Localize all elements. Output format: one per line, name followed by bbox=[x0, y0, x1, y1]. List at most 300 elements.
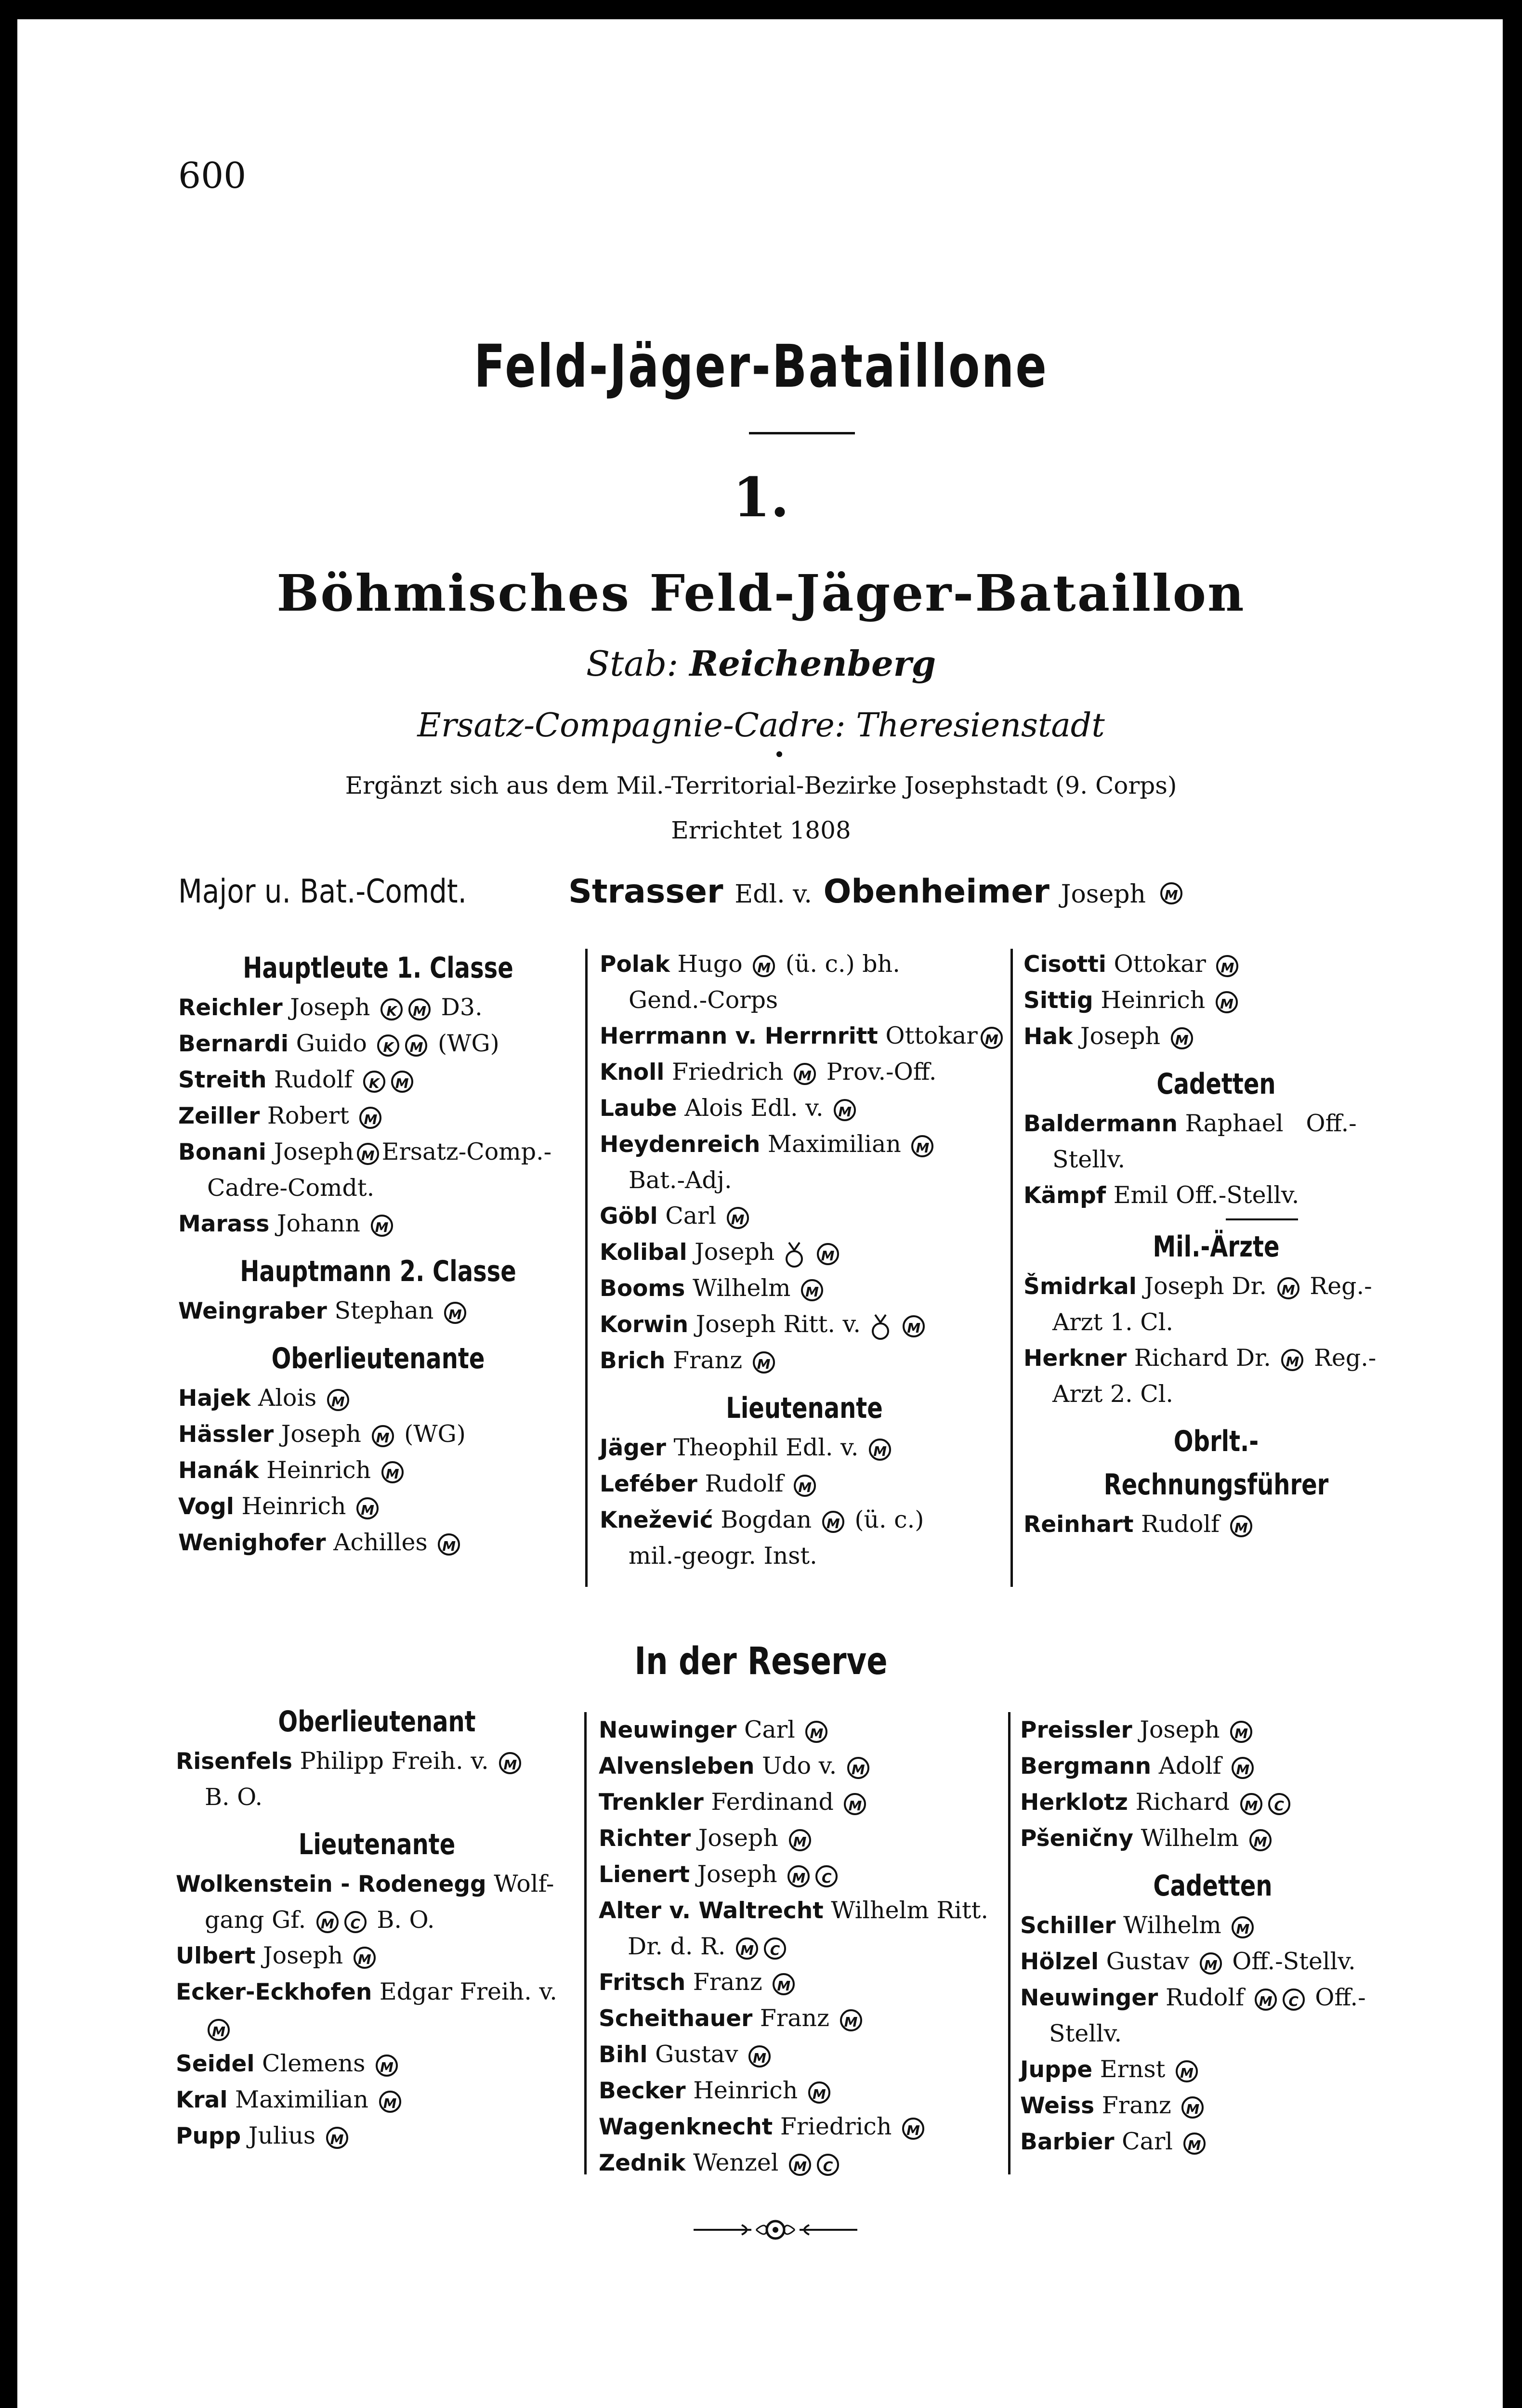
name-text: Joseph bbox=[697, 1860, 777, 1888]
name-text: Achilles bbox=[333, 1529, 428, 1556]
name-text: Richard bbox=[1135, 1788, 1230, 1816]
col2 bbox=[600, 946, 1009, 1574]
name-text: Maximilian bbox=[235, 2086, 368, 2113]
m-badge-icon: M bbox=[372, 1425, 394, 1447]
major-row bbox=[178, 873, 1178, 911]
name-text: Ernst bbox=[1100, 2055, 1166, 2083]
surname: Knoll bbox=[600, 1059, 665, 1086]
surname: Cisotti bbox=[1023, 951, 1106, 978]
surname: Korwin bbox=[600, 1311, 689, 1338]
name-text: Joseph bbox=[698, 1824, 778, 1852]
list-item bbox=[599, 1964, 1008, 2001]
surname: Hässler bbox=[178, 1421, 274, 1448]
m-badge-icon: M bbox=[327, 1389, 349, 1411]
m-badge-icon: M bbox=[1240, 1793, 1262, 1815]
name-text: Alois Edl. v. bbox=[684, 1094, 824, 1122]
major-name2: Obenheimer bbox=[823, 873, 1050, 911]
name-text: Off.-Stellv. bbox=[1232, 1948, 1356, 1975]
m-badge-icon: M bbox=[834, 1099, 856, 1121]
m-badge-icon: M bbox=[438, 1533, 460, 1556]
major-given: Joseph bbox=[1061, 880, 1146, 909]
reserve-title: In der Reserve bbox=[634, 1640, 888, 1683]
m-badge-icon: M bbox=[844, 1793, 866, 1815]
m-badge-icon: M bbox=[801, 1279, 823, 1301]
name-text: Raphael bbox=[1185, 1110, 1284, 1137]
m-badge-icon: M bbox=[787, 1865, 810, 1887]
name-text: Wilhelm bbox=[692, 1274, 791, 1302]
m-badge-icon: M bbox=[748, 2045, 771, 2068]
surname: Barbier bbox=[1020, 2129, 1115, 2155]
section-numeral: 1. bbox=[733, 466, 789, 529]
k-badge-icon: K bbox=[363, 1071, 385, 1093]
m-badge-icon: M bbox=[773, 1973, 795, 1995]
surname: Preissler bbox=[1020, 1717, 1132, 1743]
list-item bbox=[1023, 982, 1409, 1019]
column-divider bbox=[584, 1712, 587, 2174]
surname: Booms bbox=[600, 1275, 685, 1302]
surname: Hajek bbox=[178, 1385, 251, 1412]
list-item bbox=[176, 2046, 578, 2082]
list-item bbox=[1020, 2124, 1405, 2160]
major-surname: Strasser bbox=[568, 873, 723, 911]
m-badge-icon: M bbox=[840, 2009, 862, 2031]
list-item bbox=[1023, 1019, 1409, 1055]
list-item-cont: mil.-geogr. Inst. bbox=[629, 1542, 817, 1570]
c-badge-icon: C bbox=[1283, 1989, 1305, 2011]
surname: Šmidrkal bbox=[1023, 1273, 1137, 1300]
name-text: D3. bbox=[441, 994, 483, 1021]
m-badge-icon: M bbox=[316, 1911, 339, 1933]
m-badge-icon: M bbox=[1160, 882, 1182, 904]
heading: Obrlt.-Rechnungsführer bbox=[1103, 1425, 1329, 1502]
name-text: B. O. bbox=[377, 1906, 435, 1934]
surname: Ecker-Eckhofen bbox=[176, 1979, 372, 2005]
list-item bbox=[176, 1938, 578, 1974]
surname: Jäger bbox=[600, 1435, 666, 1461]
stab-label: Stab: bbox=[586, 643, 679, 684]
m-badge-icon: M bbox=[405, 1034, 427, 1057]
list-item-cont: Bat.-Adj. bbox=[629, 1166, 732, 1194]
m-badge-icon: M bbox=[847, 1757, 869, 1779]
m-badge-icon: M bbox=[808, 2081, 830, 2104]
name-text: Udo v. bbox=[761, 1752, 837, 1780]
m-badge-icon: M bbox=[869, 1439, 891, 1461]
name-text: Ersatz-Comp.- bbox=[381, 1138, 552, 1165]
name-text: Rudolf bbox=[274, 1066, 353, 1093]
name-text: Wilhelm Ritt. bbox=[831, 1897, 988, 1924]
surname: Hölzel bbox=[1020, 1949, 1099, 1975]
name-text: Maximilian bbox=[767, 1130, 901, 1158]
stab-line bbox=[0, 643, 1522, 684]
list-item bbox=[178, 1525, 578, 1561]
list-item bbox=[176, 1743, 578, 1780]
surname: Laube bbox=[600, 1095, 677, 1122]
list-item bbox=[1023, 946, 1409, 982]
medal-icon bbox=[868, 1312, 892, 1341]
c-badge-icon: C bbox=[764, 1937, 786, 1960]
name-text: Ottokar bbox=[1114, 950, 1206, 978]
m-badge-icon: M bbox=[326, 2127, 348, 2149]
col1 bbox=[178, 946, 578, 1561]
m-badge-icon: M bbox=[1249, 1829, 1272, 1851]
list-item bbox=[599, 2145, 1008, 2181]
surname: Polak bbox=[600, 951, 670, 978]
name-text: (ü. c.) bh. bbox=[785, 950, 900, 978]
name-text: Philipp Freih. v. bbox=[300, 1747, 489, 1775]
surname: Juppe bbox=[1020, 2056, 1093, 2083]
surname: Alvensleben bbox=[599, 1753, 755, 1780]
surname: Wolkenstein - Rodenegg bbox=[176, 1871, 486, 1898]
surname: Weiss bbox=[1020, 2093, 1095, 2119]
name-text: Emil bbox=[1113, 1181, 1168, 1209]
name-text: Rudolf bbox=[1165, 1984, 1245, 2011]
page-number: 600 bbox=[178, 155, 247, 196]
surname: Bonani bbox=[178, 1139, 266, 1165]
surname: Marass bbox=[178, 1211, 270, 1237]
surname: Knežević bbox=[600, 1507, 713, 1533]
list-item bbox=[600, 1307, 1009, 1343]
c-badge-icon: C bbox=[344, 1911, 367, 1933]
name-text: gang Gf. bbox=[205, 1906, 306, 1934]
name-text: Robert bbox=[267, 1102, 349, 1129]
list-item bbox=[1020, 1980, 1405, 2016]
surname: Alter v. Waltrecht bbox=[599, 1898, 824, 1924]
page-title: Feld-Jäger-Bataillone bbox=[473, 332, 1049, 401]
surname: Leféber bbox=[600, 1471, 697, 1497]
surname: Hanák bbox=[178, 1457, 259, 1484]
surname: Hak bbox=[1023, 1023, 1073, 1050]
surname: Risenfels bbox=[176, 1748, 293, 1775]
list-item-cont: Stellv. bbox=[1052, 1146, 1126, 1173]
heading: Lieutenante bbox=[726, 1391, 883, 1425]
name-text: Joseph bbox=[263, 1942, 343, 1969]
list-item bbox=[600, 946, 1009, 982]
m-badge-icon: M bbox=[1171, 1027, 1193, 1049]
m-badge-icon: M bbox=[794, 1475, 816, 1497]
m-badge-icon: M bbox=[444, 1302, 466, 1324]
m-badge-icon: M bbox=[911, 1135, 933, 1157]
surname: Wenighofer bbox=[178, 1530, 326, 1556]
surname: Reinhart bbox=[1023, 1511, 1134, 1538]
name-text: Friedrich bbox=[671, 1058, 784, 1086]
name-text: Alois bbox=[258, 1384, 317, 1412]
ersatz-line: Ersatz-Compagnie-Cadre: Theresienstadt bbox=[417, 707, 1105, 745]
surname: Pupp bbox=[176, 2123, 241, 2149]
surname: Becker bbox=[599, 2078, 686, 2104]
name-text: Adolf bbox=[1158, 1752, 1221, 1780]
surname: Wagenknecht bbox=[599, 2114, 773, 2140]
m-badge-icon: M bbox=[359, 1107, 381, 1129]
m-badge-icon: M bbox=[499, 1752, 521, 1774]
name-text: Gustav bbox=[1106, 1948, 1190, 1975]
name-text: Hugo bbox=[677, 950, 743, 978]
name-text: Carl bbox=[1122, 2128, 1173, 2155]
m-badge-icon: M bbox=[902, 2118, 924, 2140]
list-item bbox=[1023, 1106, 1409, 1142]
name-text: Wilhelm bbox=[1141, 1824, 1239, 1852]
surname: Baldermann bbox=[1023, 1111, 1178, 1137]
m-badge-icon: M bbox=[371, 1215, 393, 1237]
surname: Lienert bbox=[599, 1861, 690, 1888]
list-item-cont: Cadre-Comdt. bbox=[207, 1174, 375, 1202]
list-item bbox=[1020, 1820, 1405, 1857]
surname: Herkner bbox=[1023, 1345, 1127, 1372]
m-badge-icon: M bbox=[903, 1315, 925, 1337]
list-item bbox=[599, 1857, 1008, 1893]
m-badge-icon: M bbox=[356, 1497, 379, 1519]
surname: Herrmann v. Herrnritt bbox=[600, 1023, 878, 1049]
list-item-cont bbox=[176, 2010, 578, 2046]
list-item bbox=[600, 1126, 1009, 1163]
name-text: Dr. d. R. bbox=[628, 1933, 726, 1960]
c-badge-icon: C bbox=[1268, 1793, 1290, 1815]
name-text: Heinrich bbox=[266, 1456, 371, 1484]
res1 bbox=[176, 1700, 578, 2154]
list-item bbox=[1020, 1944, 1405, 1980]
ergaenzt-line: Ergänzt sich aus dem Mil.-Territorial-Bezirke Josephstadt (9. Corps) bbox=[345, 772, 1177, 799]
list-item bbox=[1023, 1269, 1409, 1305]
divider bbox=[1226, 1218, 1298, 1220]
surname: Seidel bbox=[176, 2051, 255, 2077]
name-text: Gustav bbox=[655, 2041, 738, 2068]
name-text: Wenzel bbox=[693, 2149, 779, 2176]
list-item bbox=[178, 1380, 578, 1416]
list-item bbox=[599, 1712, 1008, 1748]
list-item bbox=[178, 1134, 578, 1170]
list-item bbox=[599, 2109, 1008, 2145]
list-item bbox=[600, 1234, 1009, 1270]
name-text: Johann bbox=[276, 1210, 360, 1237]
name-text: Wilhelm bbox=[1123, 1911, 1221, 1939]
surname: Göbl bbox=[600, 1203, 658, 1230]
name-text: Off.- bbox=[1306, 1110, 1357, 1137]
list-item bbox=[178, 1416, 578, 1453]
name-text: Reg.- bbox=[1310, 1272, 1372, 1300]
list-item bbox=[178, 990, 578, 1026]
name-text: Franz bbox=[693, 1968, 762, 1996]
m-badge-icon: M bbox=[753, 955, 775, 977]
list-item bbox=[1020, 1908, 1405, 1944]
list-item bbox=[1020, 1712, 1405, 1748]
surname: Sittig bbox=[1023, 987, 1093, 1014]
list-item-cont: B. O. bbox=[205, 1783, 263, 1811]
m-badge-icon: M bbox=[789, 1829, 811, 1851]
name-text: Clemens bbox=[262, 2050, 366, 2077]
m-badge-icon: M bbox=[794, 1063, 816, 1085]
m-badge-icon: M bbox=[1255, 1989, 1277, 2011]
list-item bbox=[600, 1502, 1009, 1538]
m-badge-icon: M bbox=[1200, 1952, 1222, 1975]
res2 bbox=[599, 1712, 1008, 2181]
name-text: Joseph Ritt. v. bbox=[695, 1310, 861, 1338]
name-text: Joseph bbox=[695, 1238, 775, 1266]
list-item-cont: Gend.-Corps bbox=[629, 986, 778, 1014]
heading: Mil.-Ärzte bbox=[1153, 1230, 1280, 1264]
m-badge-icon: M bbox=[1232, 1916, 1254, 1938]
list-item-cont: Arzt 1. Cl. bbox=[1052, 1309, 1173, 1336]
list-item bbox=[178, 1453, 578, 1489]
name-text: Carl bbox=[744, 1716, 795, 1743]
title-rule bbox=[749, 432, 855, 434]
name-text: Heinrich bbox=[241, 1492, 346, 1520]
list-item bbox=[1023, 1506, 1409, 1543]
name-text: (ü. c.) bbox=[854, 1506, 924, 1533]
name-text: Reg.- bbox=[1313, 1344, 1377, 1372]
m-badge-icon: M bbox=[391, 1071, 413, 1093]
surname: Kolibal bbox=[600, 1239, 687, 1266]
surname: Zeiller bbox=[178, 1103, 260, 1129]
list-item bbox=[1020, 2088, 1405, 2124]
surname: Pšeničny bbox=[1020, 1825, 1133, 1852]
list-item bbox=[599, 1784, 1008, 1820]
name-text: Julius bbox=[248, 2122, 316, 2149]
m-badge-icon: M bbox=[379, 2091, 401, 2113]
surname: Kämpf bbox=[1023, 1182, 1106, 1209]
k-badge-icon: K bbox=[377, 1034, 399, 1057]
name-text: Edgar Freih. v. bbox=[379, 1978, 557, 2005]
surname: Zednik bbox=[599, 2150, 686, 2176]
name-text: Rudolf bbox=[1141, 1510, 1220, 1538]
list-item bbox=[1020, 1784, 1405, 1820]
surname: Fritsch bbox=[599, 1969, 686, 1996]
surname: Kral bbox=[176, 2087, 228, 2113]
k-badge-icon: K bbox=[380, 998, 403, 1021]
name-text: Carl bbox=[665, 1202, 717, 1230]
m-badge-icon: M bbox=[789, 2154, 811, 2176]
m-badge-icon: M bbox=[1183, 2133, 1206, 2155]
name-text: Joseph bbox=[1080, 1022, 1161, 1050]
surname: Herklotz bbox=[1020, 1789, 1128, 1816]
list-item bbox=[600, 1198, 1009, 1234]
surname: Streith bbox=[178, 1067, 267, 1093]
surname: Richter bbox=[599, 1825, 691, 1852]
list-item-cont bbox=[176, 1902, 578, 1938]
major-name bbox=[568, 873, 1185, 911]
name-text: Franz bbox=[1102, 2092, 1171, 2119]
column-divider bbox=[585, 949, 588, 1587]
list-item bbox=[176, 1866, 578, 1902]
name-text: (WG) bbox=[404, 1420, 466, 1448]
c-badge-icon: C bbox=[815, 1865, 838, 1887]
m-badge-icon: M bbox=[1216, 955, 1238, 977]
list-item bbox=[1023, 1178, 1409, 1214]
list-item bbox=[176, 2082, 578, 2118]
name-text: Bogdan bbox=[721, 1506, 812, 1533]
name-text: Richard Dr. bbox=[1134, 1344, 1271, 1372]
ornament-icon bbox=[694, 2215, 857, 2244]
list-item bbox=[599, 2001, 1008, 2037]
column-divider bbox=[1010, 949, 1013, 1587]
m-badge-icon: M bbox=[817, 1243, 839, 1265]
m-badge-icon: M bbox=[822, 1511, 844, 1533]
name-text: Wolf- bbox=[494, 1870, 554, 1898]
m-badge-icon: M bbox=[408, 998, 431, 1021]
medal-icon bbox=[782, 1240, 806, 1269]
res3 bbox=[1020, 1712, 1405, 2160]
m-badge-icon: M bbox=[736, 1937, 758, 1960]
m-badge-icon: M bbox=[1176, 2060, 1198, 2082]
heading: Oberlieutenante bbox=[271, 1342, 485, 1375]
major-edl: Edl. v. bbox=[735, 880, 812, 909]
name-text: Joseph Dr. bbox=[1144, 1272, 1267, 1300]
m-badge-icon: M bbox=[753, 1351, 775, 1374]
m-badge-icon: M bbox=[1230, 1721, 1252, 1743]
heading: Hauptleute 1. Classe bbox=[243, 951, 513, 985]
list-item-cont: Stellv. bbox=[1049, 2020, 1122, 2047]
surname: Neuwinger bbox=[599, 1717, 737, 1743]
list-item bbox=[1020, 1748, 1405, 1784]
surname: Heydenreich bbox=[600, 1131, 761, 1158]
m-badge-icon: M bbox=[727, 1207, 749, 1229]
m-badge-icon: M bbox=[354, 1947, 376, 1969]
name-text: Rudolf bbox=[705, 1470, 784, 1497]
c-badge-icon: C bbox=[817, 2154, 839, 2176]
list-item bbox=[178, 1062, 578, 1098]
surname: Vogl bbox=[178, 1493, 234, 1520]
list-item bbox=[600, 1270, 1009, 1307]
list-item bbox=[1023, 1340, 1409, 1376]
surname: Brich bbox=[600, 1348, 666, 1374]
heading: Hauptmann 2. Classe bbox=[240, 1255, 516, 1288]
surname: Schiller bbox=[1020, 1912, 1116, 1939]
surname: Scheithauer bbox=[599, 2005, 753, 2032]
heading: Cadetten bbox=[1156, 1067, 1276, 1101]
surname: Bernardi bbox=[178, 1031, 289, 1057]
name-text: Joseph bbox=[281, 1420, 361, 1448]
list-item bbox=[600, 1054, 1009, 1090]
name-text: (WG) bbox=[437, 1030, 499, 1057]
name-text: Joseph bbox=[274, 1138, 354, 1165]
surname: Bergmann bbox=[1020, 1753, 1152, 1780]
surname: Neuwinger bbox=[1020, 1985, 1158, 2011]
list-item-cont bbox=[599, 1929, 1008, 1964]
name-text: Off.- bbox=[1315, 1984, 1366, 2011]
errichtet-line: Errichtet 1808 bbox=[671, 816, 851, 844]
list-item bbox=[600, 1018, 1009, 1054]
m-badge-icon: M bbox=[1230, 1515, 1252, 1537]
list-item bbox=[178, 1026, 578, 1062]
name-text: Ottokar bbox=[885, 1022, 978, 1049]
m-badge-icon: M bbox=[357, 1143, 379, 1165]
m-badge-icon: M bbox=[1281, 1349, 1303, 1371]
name-text: Stephan bbox=[334, 1297, 434, 1324]
m-badge-icon: M bbox=[1181, 2096, 1204, 2119]
list-item bbox=[1020, 2052, 1405, 2088]
name-text: Joseph bbox=[1140, 1716, 1220, 1743]
m-badge-icon: M bbox=[1277, 1277, 1299, 1299]
m-badge-icon: M bbox=[208, 2019, 230, 2041]
name-text: Heinrich bbox=[693, 2077, 798, 2104]
m-badge-icon: M bbox=[1216, 991, 1238, 1013]
m-badge-icon: M bbox=[381, 1461, 404, 1483]
major-label: Major u. Bat.-Comdt. bbox=[178, 873, 467, 911]
heading: Oberlieutenant bbox=[278, 1705, 476, 1739]
surname: Ulbert bbox=[176, 1943, 256, 1969]
m-badge-icon: M bbox=[376, 2055, 398, 2077]
list-item bbox=[600, 1343, 1009, 1379]
name-text: Off.-Stellv. bbox=[1175, 1181, 1299, 1209]
list-item bbox=[599, 1893, 1008, 1929]
surname: Reichler bbox=[178, 995, 283, 1021]
list-item bbox=[178, 1293, 578, 1329]
dot-mark bbox=[776, 751, 782, 757]
name-text: Franz bbox=[760, 2004, 829, 2032]
name-text: Joseph bbox=[290, 994, 370, 1021]
list-item bbox=[599, 2037, 1008, 2073]
name-text: Franz bbox=[673, 1347, 743, 1374]
m-badge-icon: M bbox=[981, 1027, 1003, 1049]
name-text: Ferdinand bbox=[711, 1788, 834, 1816]
